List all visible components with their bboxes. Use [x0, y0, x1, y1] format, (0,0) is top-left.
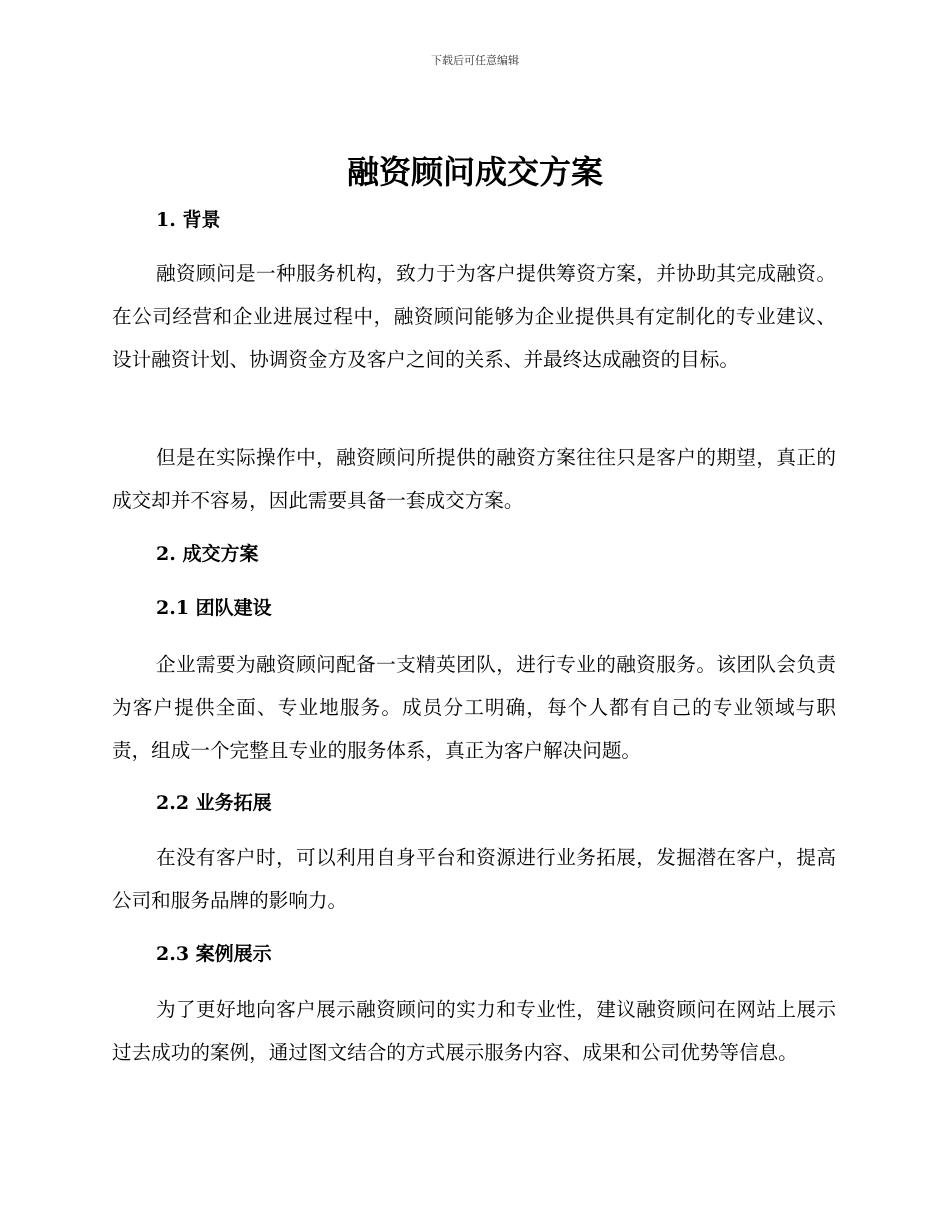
- paragraph-background-2: 但是在实际操作中，融资顾问所提供的融资方案往往只是客户的期望，真正的成交却并不容易，因此需要具备一套成交方案。: [112, 446, 836, 512]
- section-heading-cases: 2.3 案例展示: [156, 943, 272, 965]
- paragraph-cases: 为了更好地向客户展示融资顾问的实力和专业性，建议融资顾问在网站上展示过去成功的案例，通过图文结合的方式展示服务内容、成果和公司优势等信息。: [112, 998, 836, 1064]
- document-title: 融资顾问成交方案: [346, 153, 603, 191]
- paragraph-team: 企业需要为融资顾问配备一支精英团队，进行专业的融资服务。该团队会负责为客户提供全面、专业地服务。成员分工明确，每个人都有自己的专业领域与职责，组成一个完整且专业的服务体系，真正为客户解决问题。: [112, 653, 836, 762]
- section-heading-team: 2.1 团队建设: [156, 597, 272, 619]
- section-heading-plan: 2. 成交方案: [156, 543, 259, 565]
- paragraph-business: 在没有客户时，可以利用自身平台和资源进行业务拓展，发掘潜在客户，提高公司和服务品牌的影响力。: [112, 846, 836, 912]
- section-heading-business: 2.2 业务拓展: [156, 792, 272, 814]
- section-heading-background: 1. 背景: [156, 209, 221, 231]
- paragraph-background-1: 融资顾问是一种服务机构，致力于为客户提供筹资方案，并协助其完成融资。在公司经营和企业进展过程中，融资顾问能够为企业提供具有定制化的专业建议、设计融资计划、协调资金方及客户之间的关系、并最终达成融资的目标。: [112, 262, 836, 371]
- page-header-note: 下载后可任意编辑: [431, 54, 519, 67]
